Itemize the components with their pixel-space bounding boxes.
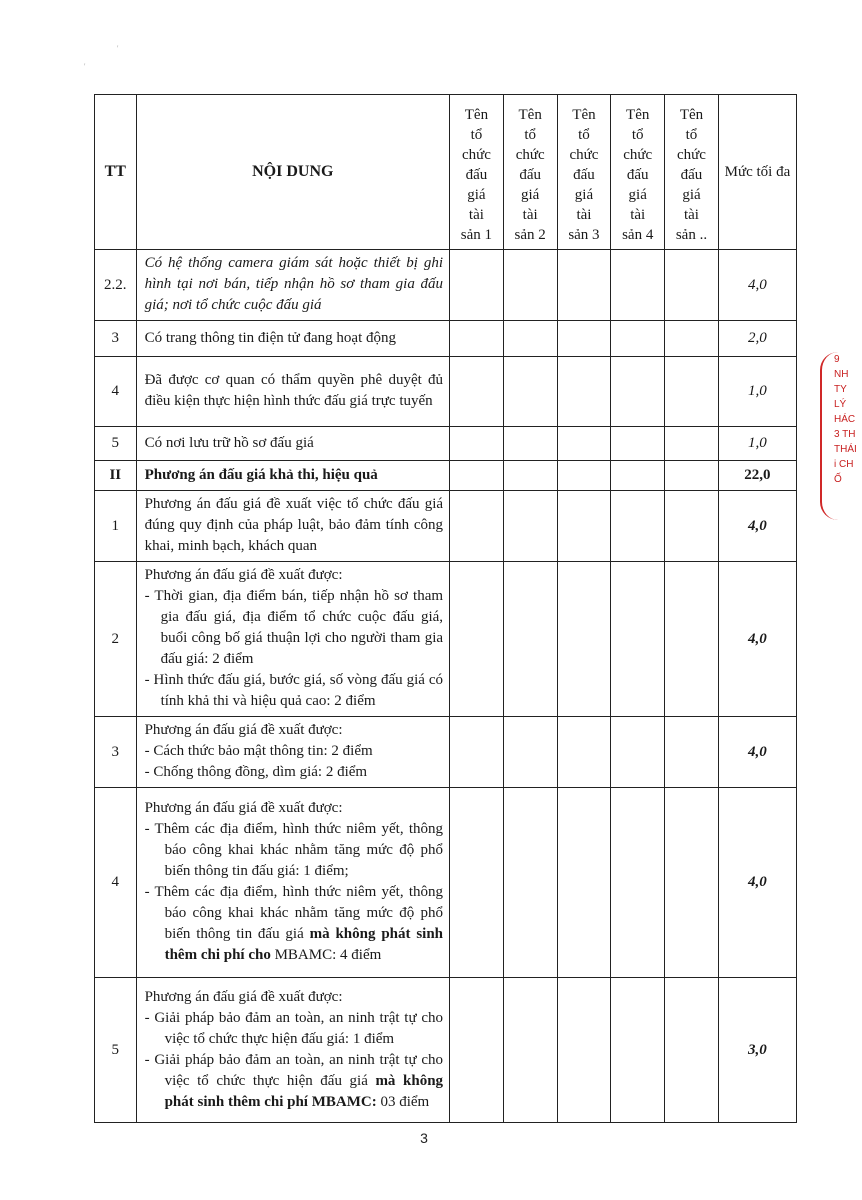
header-org-word: giá — [467, 187, 486, 203]
header-org-word: đấu — [626, 167, 649, 183]
org-score-cell — [665, 491, 719, 562]
table-row — [95, 788, 797, 978]
header-org-word: tổ — [685, 127, 698, 143]
row-content — [136, 717, 449, 788]
org-score-cell — [503, 357, 557, 427]
table-row — [95, 321, 797, 357]
bullet-item: - Thêm các địa điểm, hình thức niêm yết, thông báo công khai khác nhằm tăng mức độ phổ biến thông tin đấu giá: 1 điểm; — [144, 821, 444, 879]
stamp-text: THÁI — [834, 444, 857, 455]
stamp-text: LÝ — [834, 399, 847, 410]
table-row — [95, 427, 797, 461]
org-score-cell — [557, 250, 611, 321]
max-score: 1,0 — [718, 427, 796, 461]
table-row — [95, 461, 797, 491]
table-row — [95, 978, 797, 1123]
max-score: 4,0 — [718, 250, 796, 321]
evaluation-table — [94, 94, 797, 1123]
bullet-item: - Hình thức đấu giá, bước giá, số vòng đấu giá có tính khả thi và hiệu quả cao: 2 điểm — [144, 672, 444, 709]
header-org-4 — [611, 95, 665, 250]
org-score-cell — [665, 788, 719, 978]
header-org-word: tài — [522, 207, 538, 223]
header-org-word: Tên — [572, 107, 596, 123]
text-segment: - Giải pháp bảo đảm an toàn, an ninh trật tự cho việc tổ chức thực hiện đấu giá — [144, 1051, 444, 1089]
org-score-cell — [611, 562, 665, 717]
row-content — [136, 357, 449, 427]
org-score-cell — [557, 717, 611, 788]
max-score: 4,0 — [718, 491, 796, 562]
row-content — [136, 427, 449, 461]
org-score-cell — [557, 321, 611, 357]
row-number: 1 — [95, 491, 137, 562]
header-org-word: tài — [683, 207, 699, 223]
org-score-cell — [503, 427, 557, 461]
org-score-cell — [557, 978, 611, 1123]
header-org-5 — [665, 95, 719, 250]
header-org-word: chức — [677, 147, 706, 163]
header-org-word: sản 1 — [460, 227, 493, 243]
bullet-item: - Giải pháp bảo đảm an toàn, an ninh trật tự cho việc tổ chức thực hiện đấu giá: 1 điểm — [144, 1009, 444, 1047]
stamp-text: HÁC — [834, 414, 856, 425]
header-org-word: sản 3 — [568, 227, 600, 243]
bold-phrase: mà không phát sinh thêm chi phí MBAMC: — [164, 1072, 444, 1110]
org-score-cell — [557, 491, 611, 562]
org-score-cell — [665, 978, 719, 1123]
header-org-word: tổ — [631, 127, 644, 143]
org-score-cell — [665, 717, 719, 788]
max-score: 22,0 — [718, 461, 796, 491]
content-paragraph: Có hệ thống camera giám sát hoặc thiết bị ghi hình tại nơi bán, tiếp nhận hồ sơ tham gia đấu giá; nơi tổ chức cuộc đấu giá — [144, 255, 444, 313]
scan-mark: ' — [117, 44, 119, 53]
row-content — [136, 788, 449, 978]
max-score: 2,0 — [718, 321, 796, 357]
table-row — [95, 250, 797, 321]
header-tt: TT — [95, 95, 137, 250]
row-content — [136, 321, 449, 357]
org-score-cell — [611, 250, 665, 321]
header-org-word: tổ — [524, 127, 537, 143]
stamp-text: 3 TH — [834, 429, 856, 440]
org-score-cell — [450, 788, 504, 978]
header-org-word: sản 4 — [622, 227, 654, 243]
row-number: 2 — [95, 562, 137, 717]
row-content — [136, 461, 449, 491]
org-score-cell — [503, 562, 557, 717]
header-org-word: đấu — [465, 167, 488, 183]
header-org-word: sản 2 — [514, 227, 546, 243]
org-score-cell — [611, 717, 665, 788]
row-number: 4 — [95, 357, 137, 427]
max-score: 1,0 — [718, 357, 796, 427]
header-org-word: Tên — [626, 107, 650, 123]
stamp-text: Ố — [834, 474, 842, 485]
row-number: II — [95, 461, 137, 491]
table-row — [95, 717, 797, 788]
org-score-cell — [557, 788, 611, 978]
org-score-cell — [450, 461, 504, 491]
header-max-score: Mức tối đa — [718, 95, 796, 250]
content-paragraph: Đã được cơ quan có thẩm quyền phê duyệt đủ điều kiện thực hiện hình thức đấu giá trực tuyến — [144, 372, 444, 409]
bullet-item: - Cách thức bảo mật thông tin: 2 điểm — [144, 743, 373, 759]
header-org-word: sản .. — [675, 227, 708, 243]
header-org-word: giá — [521, 187, 540, 203]
header-org-word: tổ — [470, 127, 483, 143]
table-row — [95, 562, 797, 717]
content-paragraph: Phương án đấu giá đề xuất được: — [144, 800, 343, 816]
org-score-cell — [503, 717, 557, 788]
header-org-word: giá — [574, 187, 594, 203]
org-score-cell — [665, 250, 719, 321]
org-score-cell — [450, 250, 504, 321]
table-header-row — [95, 95, 797, 250]
row-number: 2.2. — [95, 250, 137, 321]
org-score-cell — [611, 321, 665, 357]
org-score-cell — [557, 357, 611, 427]
header-org-word: tổ — [578, 127, 590, 143]
org-score-cell — [450, 321, 504, 357]
stamp-text: NH — [834, 369, 849, 380]
max-score: 3,0 — [718, 978, 796, 1123]
org-score-cell — [503, 788, 557, 978]
header-org-3 — [557, 95, 611, 250]
org-score-cell — [503, 491, 557, 562]
org-score-cell — [450, 357, 504, 427]
header-org-word: đấu — [519, 167, 542, 183]
row-content — [136, 562, 449, 717]
bullet-item — [145, 882, 443, 966]
org-score-cell — [665, 427, 719, 461]
org-score-cell — [611, 491, 665, 562]
max-score: 4,0 — [718, 717, 796, 788]
org-score-cell — [503, 250, 557, 321]
org-score-cell — [503, 321, 557, 357]
org-score-cell — [611, 357, 665, 427]
text-segment: 03 điểm — [376, 1093, 430, 1110]
org-score-cell — [450, 562, 504, 717]
row-number: 3 — [95, 717, 137, 788]
org-score-cell — [450, 427, 504, 461]
header-org-word: tài — [630, 207, 646, 223]
scan-mark: ' — [84, 62, 86, 71]
row-content — [136, 491, 449, 562]
org-score-cell — [503, 461, 557, 491]
header-org-word: đấu — [680, 167, 703, 183]
org-score-cell — [665, 321, 719, 357]
header-org-word: Tên — [464, 107, 489, 123]
org-score-cell — [611, 461, 665, 491]
org-score-cell — [557, 461, 611, 491]
row-number: 5 — [95, 427, 137, 461]
content-paragraph: Phương án đấu giá đề xuất được: — [144, 988, 343, 1005]
bullet-item: - Chống thông đồng, dìm giá: 2 điểm — [144, 764, 368, 780]
header-org-2 — [503, 95, 557, 250]
content-paragraph: Phương án đấu giá đề xuất được: — [144, 722, 343, 738]
table-row — [95, 491, 797, 562]
org-score-cell — [665, 357, 719, 427]
org-score-cell — [611, 427, 665, 461]
table-row — [95, 357, 797, 427]
bullet-item: - Thời gian, địa điểm bán, tiếp nhận hồ sơ tham gia đấu giá, địa điểm tổ chức cuộc đấu giá, buổi công bố giá thuận lợi cho người tham gia đấu giá: 2 điểm — [144, 588, 444, 667]
header-org-word: đấu — [573, 167, 595, 183]
header-org-word: giá — [682, 187, 701, 203]
stamp-text: 9 — [834, 354, 840, 365]
text-segment: - Thêm các địa điểm, hình thức niêm yết, thông báo công khai khác nhằm tăng mức độ phổ biến thông tin đấu giá — [144, 884, 444, 942]
header-org-word: Tên — [679, 107, 704, 123]
content-paragraph: Phương án đấu giá đề xuất việc tổ chức đấu giá đúng quy định của pháp luật, bảo đảm tính công khai, minh bạch, khách quan — [144, 496, 444, 554]
header-org-word: tài — [468, 207, 484, 223]
content-paragraph: Phương án đấu giá đề xuất được: — [144, 567, 343, 583]
bullet-item — [145, 1050, 443, 1113]
org-score-cell — [665, 461, 719, 491]
row-content — [136, 250, 449, 321]
header-org-word: tài — [576, 207, 592, 223]
org-score-cell — [450, 978, 504, 1123]
content-paragraph: Có nơi lưu trữ hồ sơ đấu giá — [144, 434, 314, 451]
org-score-cell — [503, 978, 557, 1123]
row-number: 4 — [95, 788, 137, 978]
org-score-cell — [665, 562, 719, 717]
row-number: 5 — [95, 978, 137, 1123]
header-org-1 — [450, 95, 504, 250]
org-score-cell — [611, 978, 665, 1123]
row-number: 3 — [95, 321, 137, 357]
red-stamp-fragment — [820, 352, 862, 520]
header-org-word: chức — [461, 147, 491, 163]
stamp-text: TY — [834, 384, 847, 395]
org-score-cell — [557, 562, 611, 717]
org-score-cell — [611, 788, 665, 978]
header-content: NỘI DUNG — [136, 95, 449, 250]
page-number: 3 — [420, 1130, 428, 1146]
max-score: 4,0 — [718, 562, 796, 717]
org-score-cell — [557, 427, 611, 461]
content-paragraph: Có trang thông tin điện tử đang hoạt động — [144, 329, 397, 346]
content-paragraph: Phương án đấu giá khả thi, hiệu quả — [144, 466, 378, 483]
header-org-word: chức — [515, 147, 545, 163]
text-segment: MBAMC: 4 điểm — [270, 947, 382, 963]
org-score-cell — [450, 491, 504, 562]
header-org-word: chức — [569, 147, 599, 163]
bold-phrase: mà không phát sinh thêm chi phí cho — [164, 926, 444, 963]
org-score-cell — [450, 717, 504, 788]
table-body — [95, 250, 797, 1123]
header-org-word: giá — [628, 187, 647, 203]
header-org-word: chức — [623, 147, 653, 163]
max-score: 4,0 — [718, 788, 796, 978]
row-content — [136, 978, 449, 1123]
stamp-text: i CH — [834, 459, 854, 470]
header-org-word: Tên — [518, 107, 542, 123]
